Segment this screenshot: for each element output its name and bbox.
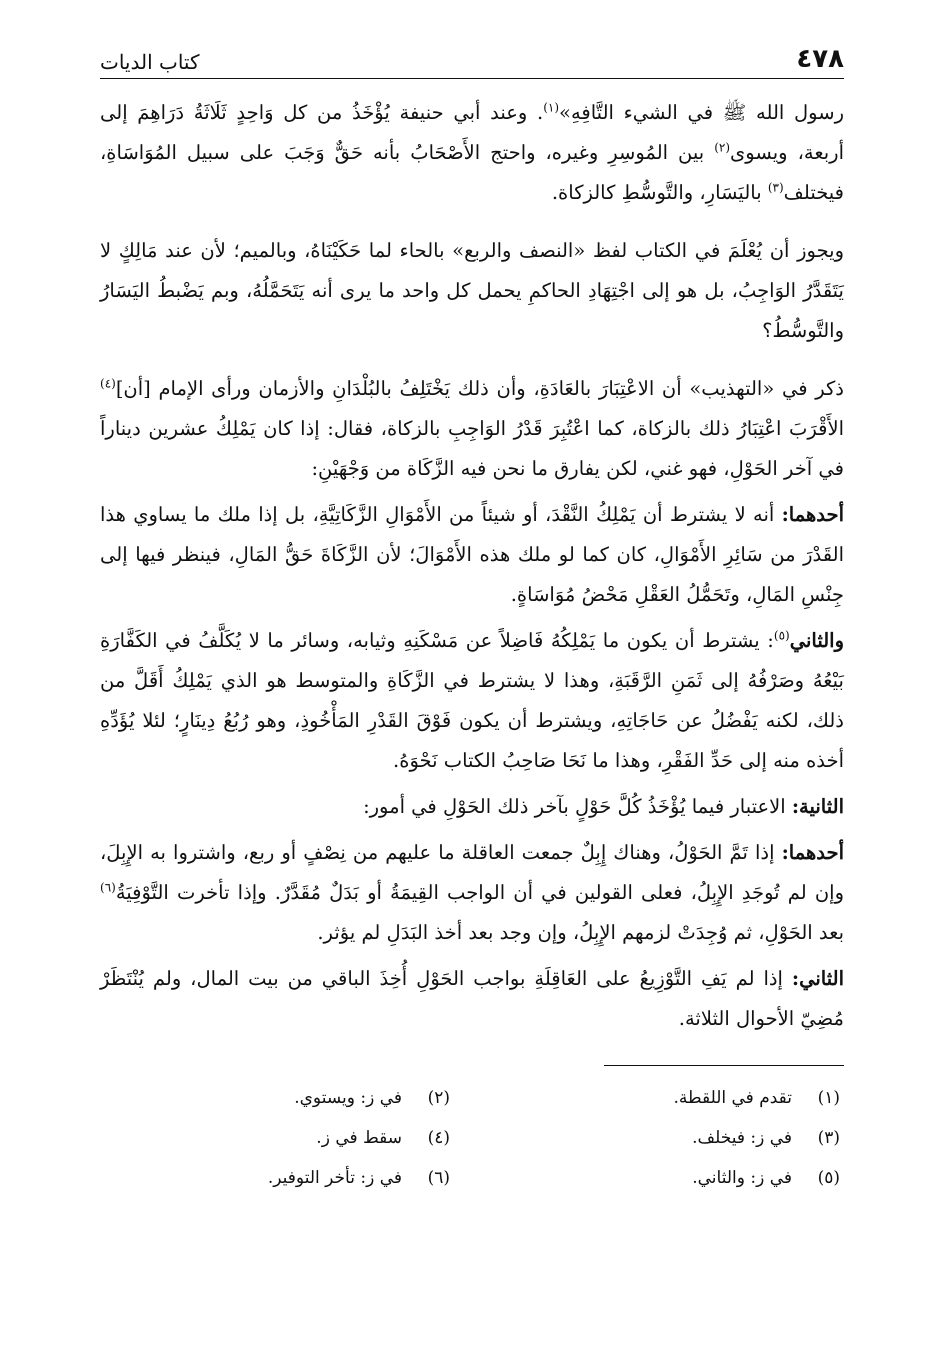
page-number: ٤٧٨ — [796, 44, 844, 74]
paragraph-text: باليَسَارِ، والتَّوسُّطِ كالزكاة. — [551, 181, 768, 204]
footnote-text: سقط في ز. — [316, 1128, 402, 1148]
body-paragraph — [100, 93, 844, 213]
footnote-reference[interactable]: (١) — [543, 100, 560, 115]
footnote-text: تقدم في اللقطة. — [673, 1088, 792, 1108]
page-header — [100, 38, 844, 79]
footnote-reference[interactable]: (٦) — [100, 880, 116, 895]
footnote-reference[interactable]: (٥) — [773, 628, 790, 643]
paragraph-text: بين المُوسِرِ وغيره، واحتج الأَصْحَابُ بأنه حَقٌّ وَجَبَ على سبيل المُوَاسَاةِ، فيختلف — [100, 141, 844, 204]
paragraph-text: ويجوز أن يُعْلَمَ في الكتاب لفظ «النصف والربع» بالحاء لما حَكَيْنَاهُ، وبالميم؛ لأن عند مَالِكٍ لا يَتَقَدَّرُ الوَاجِبُ، بل هو إلى اجْتِهَادِ الحاكمِ يحمل كل واحد ما يرى أنه يَتَحَمَّلُهُ، وبم يَضْبطُ اليَسَارُ والتَّوسُّطُ؟ — [100, 239, 844, 342]
footnote-item — [490, 1080, 840, 1116]
paragraph-text: الاعتبار فيما يُؤْخَذُ كُلَّ حَوْلٍ بآخر ذلك الحَوْلِ في أمور: — [363, 795, 792, 818]
footnote-item — [490, 1120, 840, 1156]
footnote-text: في ز: تأخر التوفير. — [267, 1168, 402, 1188]
body-paragraph — [100, 621, 844, 781]
footnotes — [100, 1080, 844, 1196]
paragraph-lead: والثاني — [789, 629, 844, 652]
running-title: كتاب الديات — [100, 50, 200, 74]
body-paragraph — [100, 833, 844, 953]
footnote-text: في ز: فيخلف. — [692, 1128, 792, 1148]
paragraph-lead: أحدهما: — [781, 503, 844, 526]
footnote-number: (٢) — [427, 1088, 450, 1108]
paragraph-text: بعد الحَوْلِ، ثم وُجِدَتْ لزمهم الإِبِلُ، وإن وجد بعد أخذ البَدَلِ لم يؤثر. — [317, 921, 844, 944]
footnote-item — [100, 1160, 450, 1196]
paragraph-text: . وعند أبي حنيفة يُؤْخَذُ من كل وَاحِدٍ ثَلَاثَةُ دَرَاهِمَ إلى أربعة، ويسوى — [100, 101, 844, 164]
footnote-item — [100, 1080, 450, 1116]
body-paragraph — [100, 231, 844, 351]
footnote-number: (١) — [817, 1088, 840, 1108]
body-paragraph — [100, 959, 844, 1039]
book-page — [100, 38, 844, 1196]
paragraph-lead: الثانية: — [791, 795, 844, 818]
paragraph-text: ذكر في «التهذيب» أن الاعْتِبَارَ بالعَادَةِ، وأن ذلك يَخْتَلِفُ بالبُلْدَانِ والأزمان ورأى الإمام [أن] — [115, 377, 844, 400]
body-paragraph — [100, 495, 844, 615]
paragraph-text: إذا تَمَّ الحَوْلُ، وهناك إِبِلٌ جمعت العاقلة ما عليهم من نِصْفٍ أو ربع، واشتروا به الإِبِلَ، وإن لم تُوجَدِ الإِبِلُ، فعلى القولين في أن الواجب القِيمَةُ أو بَدَلٌ مُقَدَّرٌ. وإذا تأخرت التَّوْفِيَةُ — [100, 841, 844, 904]
footnote-number: (٥) — [817, 1168, 840, 1188]
footnote-reference[interactable]: (٤) — [100, 376, 116, 391]
footnote-divider — [604, 1065, 844, 1066]
body-paragraph — [100, 787, 844, 827]
footnote-item — [100, 1120, 450, 1156]
paragraph-text: رسول الله ﷺ في الشيء التَّافِهِ» — [559, 101, 844, 124]
paragraph-lead: أحدهما: — [781, 841, 844, 864]
paragraph-text: إذا لم يَفِ التَّوْزِيعُ على العَاقِلَةِ بواجب الحَوْلِ أُخِذَ الباقي من بيت المال، ولم يُنْتَظَرْ مُضِيّ الأحوال الثلاثة. — [100, 967, 844, 1030]
body-text — [100, 93, 844, 1039]
paragraph-text: أنه لا يشترط أن يَمْلِكُ النَّقْدَ، أو شيئاً من الأَمْوَالِ الزَّكَاتِيَّةِ، بل إذا ملك ما يساوي هذا القَدْرَ من سَائِرِ الأَمْوَالِ، كان كما لو ملك هذه الأَمْوَالَ؛ لأن الزَّكَاةَ حَقُّ المَالِ، فينظر فيها إلى جِنْسِ المَالِ، وتَحَمُّلُ العَقْلِ مَحْضُ مُوَاسَاةٍ. — [100, 503, 844, 606]
footnote-reference[interactable]: (٢) — [714, 140, 731, 155]
paragraph-text: الأَقْرَبَ اعْتِبَارُ ذلك بالزكاة، كما اعْتُبِرَ قَدْرُ الوَاجِبِ بالزكاة، فقال: إذا كان يَمْلِكُ عشرين ديناراً في آخر الحَوْلِ، فهو غني، لكن يفارق ما نحن فيه الزَّكَاة من وَجْهَيْنِ: — [100, 417, 844, 480]
body-paragraph — [100, 369, 844, 489]
footnote-number: (٦) — [427, 1168, 450, 1188]
paragraph-lead: الثاني: — [791, 967, 844, 990]
footnote-item — [490, 1160, 840, 1196]
paragraph-text: : يشترط أن يكون ما يَمْلِكُهُ فَاضِلاً عن مَسْكَنِهِ وثيابه، وسائر ما لا يُكَلَّفُ في الكَفَّارَةِ بَيْعُهُ وصَرْفُهُ إلى ثَمَنِ الرَّقَبَةِ، وهذا لا يشترط في الزَّكَاةِ والمتوسط هو الذي يَمْلِكُ أَقَلَّ من ذلك، لكنه يَفْضُلُ عن حَاجَاتِهِ، ويشترط أن يكون فَوْقَ القَدْرِ المَأْخُوذِ، وهو رُبُعُ دِينَارٍ؛ لئلا يُؤَدِّهِ أخذه منه إلى حَدِّ الفَقْرِ، وهذا ما نَحَا صَاحِبُ الكتاب نَحْوَهُ. — [100, 629, 844, 772]
footnote-text: في ز: ويستوي. — [294, 1088, 402, 1108]
footnote-text: في ز: والثاني. — [692, 1168, 792, 1188]
footnote-reference[interactable]: (٣) — [767, 180, 784, 195]
footnote-number: (٣) — [817, 1128, 840, 1148]
footnote-number: (٤) — [427, 1128, 450, 1148]
